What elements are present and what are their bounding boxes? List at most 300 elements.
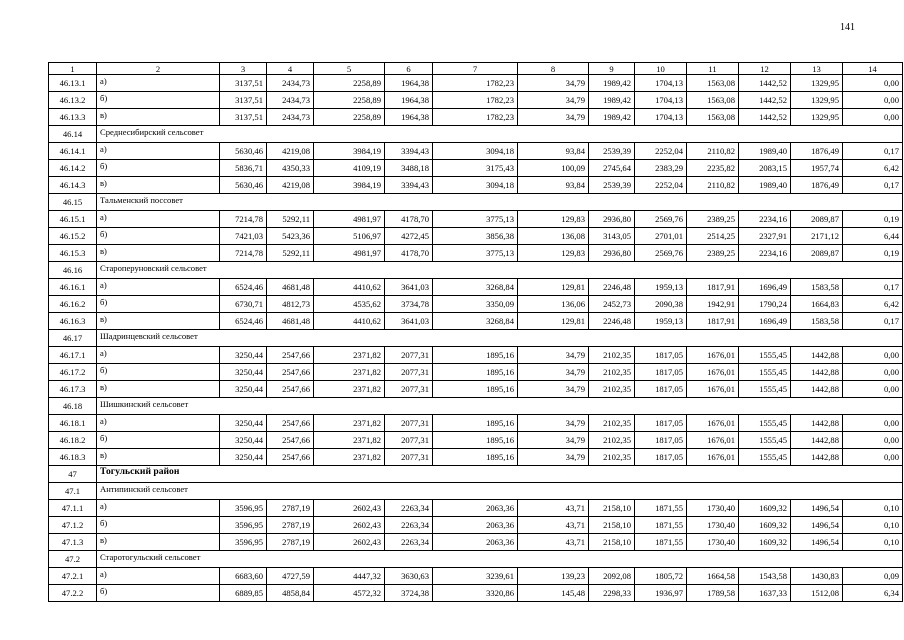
section-name: Тальменский поссовет — [97, 194, 903, 211]
table-row — [49, 313, 903, 330]
value-cell: 1895,16 — [433, 415, 518, 432]
value-cell: 2083,15 — [739, 160, 791, 177]
value-cell: 1430,83 — [791, 568, 843, 585]
table-row — [49, 75, 903, 92]
value-cell: 0,19 — [843, 245, 903, 262]
value-cell: 3734,78 — [385, 296, 433, 313]
value-cell: 4535,62 — [314, 296, 385, 313]
value-cell: 1442,88 — [791, 432, 843, 449]
value-cell: 1942,91 — [687, 296, 739, 313]
value-cell: 1871,55 — [635, 534, 687, 551]
value-cell: 0,17 — [843, 313, 903, 330]
value-cell: 1555,45 — [739, 364, 791, 381]
value-cell: 1964,38 — [385, 75, 433, 92]
value-cell: 2936,80 — [589, 245, 635, 262]
value-cell: 4272,45 — [385, 228, 433, 245]
value-cell: 3856,38 — [433, 228, 518, 245]
value-cell: 1782,23 — [433, 109, 518, 126]
table-body — [49, 63, 903, 602]
value-cell: 1329,95 — [791, 109, 843, 126]
table-row — [49, 364, 903, 381]
value-cell: 2092,08 — [589, 568, 635, 585]
value-cell: 5630,46 — [220, 143, 267, 160]
value-cell: 1959,13 — [635, 313, 687, 330]
value-cell: 6,34 — [843, 585, 903, 602]
section-name: Антипинский сельсовет — [97, 483, 903, 500]
header-cell: 3 — [220, 63, 267, 75]
value-cell: 1442,88 — [791, 364, 843, 381]
value-cell: 1817,05 — [635, 364, 687, 381]
section-row — [49, 194, 903, 211]
value-cell: 1583,58 — [791, 279, 843, 296]
value-cell: 3250,44 — [220, 449, 267, 466]
row-variant: в) — [97, 109, 220, 126]
value-cell: 2569,76 — [635, 245, 687, 262]
value-cell: 2547,66 — [267, 432, 314, 449]
value-cell: 2258,89 — [314, 109, 385, 126]
value-cell: 4981,97 — [314, 211, 385, 228]
value-cell: 2258,89 — [314, 92, 385, 109]
value-cell: 5292,11 — [267, 211, 314, 228]
value-cell: 1936,97 — [635, 585, 687, 602]
header-cell: 7 — [433, 63, 518, 75]
value-cell: 3250,44 — [220, 415, 267, 432]
row-variant: а) — [97, 415, 220, 432]
value-cell: 2371,82 — [314, 449, 385, 466]
value-cell: 3488,18 — [385, 160, 433, 177]
row-variant: в) — [97, 313, 220, 330]
value-cell: 3250,44 — [220, 381, 267, 398]
value-cell: 1730,40 — [687, 517, 739, 534]
value-cell: 3630,63 — [385, 568, 433, 585]
value-cell: 2383,29 — [635, 160, 687, 177]
value-cell: 3641,03 — [385, 279, 433, 296]
value-cell: 4858,84 — [267, 585, 314, 602]
section-code: 47 — [49, 466, 97, 483]
value-cell: 1895,16 — [433, 347, 518, 364]
row-code: 46.18.3 — [49, 449, 97, 466]
value-cell: 0,00 — [843, 75, 903, 92]
value-cell: 2258,89 — [314, 75, 385, 92]
section-code: 47.1 — [49, 483, 97, 500]
table-row — [49, 381, 903, 398]
value-cell: 2102,35 — [589, 415, 635, 432]
value-cell: 3137,51 — [220, 75, 267, 92]
value-cell: 1329,95 — [791, 92, 843, 109]
value-cell: 136,08 — [518, 228, 589, 245]
value-cell: 43,71 — [518, 500, 589, 517]
value-cell: 1609,32 — [739, 534, 791, 551]
section-name: Среднесибирский сельсовет — [97, 126, 903, 143]
row-variant: а) — [97, 211, 220, 228]
value-cell: 1676,01 — [687, 415, 739, 432]
row-code: 47.1.1 — [49, 500, 97, 517]
value-cell: 1817,91 — [687, 313, 739, 330]
section-row — [49, 262, 903, 279]
value-cell: 3094,18 — [433, 177, 518, 194]
value-cell: 2539,39 — [589, 177, 635, 194]
row-variant: в) — [97, 534, 220, 551]
value-cell: 2569,76 — [635, 211, 687, 228]
value-cell: 2077,31 — [385, 432, 433, 449]
value-cell: 0,00 — [843, 381, 903, 398]
value-cell: 1329,95 — [791, 75, 843, 92]
value-cell: 1805,72 — [635, 568, 687, 585]
table-row — [49, 432, 903, 449]
value-cell: 1964,38 — [385, 92, 433, 109]
value-cell: 3250,44 — [220, 347, 267, 364]
value-cell: 2102,35 — [589, 432, 635, 449]
value-cell: 2102,35 — [589, 381, 635, 398]
value-cell: 4350,33 — [267, 160, 314, 177]
value-cell: 2547,66 — [267, 364, 314, 381]
value-cell: 3137,51 — [220, 92, 267, 109]
header-cell: 10 — [635, 63, 687, 75]
section-code: 46.15 — [49, 194, 97, 211]
value-cell: 0,00 — [843, 432, 903, 449]
value-cell: 1555,45 — [739, 449, 791, 466]
value-cell: 1876,49 — [791, 177, 843, 194]
value-cell: 2327,91 — [739, 228, 791, 245]
section-code: 47.2 — [49, 551, 97, 568]
value-cell: 5292,11 — [267, 245, 314, 262]
table-row — [49, 228, 903, 245]
value-cell: 2701,01 — [635, 228, 687, 245]
value-cell: 2263,34 — [385, 517, 433, 534]
value-cell: 3596,95 — [220, 517, 267, 534]
row-code: 46.18.2 — [49, 432, 97, 449]
table-row — [49, 279, 903, 296]
value-cell: 4447,32 — [314, 568, 385, 585]
value-cell: 2298,33 — [589, 585, 635, 602]
value-cell: 3724,38 — [385, 585, 433, 602]
value-cell: 1704,13 — [635, 92, 687, 109]
value-cell: 136,06 — [518, 296, 589, 313]
value-cell: 2246,48 — [589, 313, 635, 330]
table-row — [49, 517, 903, 534]
table-row — [49, 160, 903, 177]
value-cell: 1789,58 — [687, 585, 739, 602]
value-cell: 6889,85 — [220, 585, 267, 602]
value-cell: 2602,43 — [314, 534, 385, 551]
value-cell: 100,09 — [518, 160, 589, 177]
value-cell: 3175,43 — [433, 160, 518, 177]
value-cell: 1817,05 — [635, 381, 687, 398]
value-cell: 2371,82 — [314, 364, 385, 381]
value-cell: 1696,49 — [739, 279, 791, 296]
table-row — [49, 347, 903, 364]
value-cell: 1964,38 — [385, 109, 433, 126]
value-cell: 1442,52 — [739, 109, 791, 126]
row-code: 46.13.1 — [49, 75, 97, 92]
value-cell: 1871,55 — [635, 517, 687, 534]
value-cell: 1609,32 — [739, 500, 791, 517]
header-cell: 6 — [385, 63, 433, 75]
value-cell: 1895,16 — [433, 381, 518, 398]
value-cell: 3394,43 — [385, 143, 433, 160]
value-cell: 2547,66 — [267, 347, 314, 364]
table-row — [49, 109, 903, 126]
value-cell: 43,71 — [518, 517, 589, 534]
table-row — [49, 177, 903, 194]
value-cell: 2077,31 — [385, 381, 433, 398]
value-cell: 1895,16 — [433, 432, 518, 449]
value-cell: 2745,64 — [589, 160, 635, 177]
row-code: 46.17.3 — [49, 381, 97, 398]
value-cell: 3596,95 — [220, 534, 267, 551]
value-cell: 2077,31 — [385, 347, 433, 364]
value-cell: 2246,48 — [589, 279, 635, 296]
row-code: 47.2.1 — [49, 568, 97, 585]
value-cell: 3239,61 — [433, 568, 518, 585]
header-cell: 13 — [791, 63, 843, 75]
value-cell: 1555,45 — [739, 415, 791, 432]
value-cell: 1817,91 — [687, 279, 739, 296]
value-cell: 6524,46 — [220, 313, 267, 330]
row-variant: а) — [97, 568, 220, 585]
value-cell: 2089,87 — [791, 245, 843, 262]
value-cell: 1664,58 — [687, 568, 739, 585]
value-cell: 2602,43 — [314, 517, 385, 534]
value-cell: 2514,25 — [687, 228, 739, 245]
section-name: Старотогульский сельсовет — [97, 551, 903, 568]
value-cell: 34,79 — [518, 381, 589, 398]
value-cell: 1871,55 — [635, 500, 687, 517]
row-variant: б) — [97, 296, 220, 313]
row-code: 47.1.2 — [49, 517, 97, 534]
value-cell: 1817,05 — [635, 432, 687, 449]
value-cell: 1543,58 — [739, 568, 791, 585]
header-cell: 9 — [589, 63, 635, 75]
value-cell: 1442,88 — [791, 449, 843, 466]
value-cell: 2158,10 — [589, 517, 635, 534]
value-cell: 4727,59 — [267, 568, 314, 585]
value-cell: 1676,01 — [687, 381, 739, 398]
value-cell: 34,79 — [518, 449, 589, 466]
value-cell: 1676,01 — [687, 432, 739, 449]
value-cell: 1442,88 — [791, 415, 843, 432]
value-cell: 1817,05 — [635, 347, 687, 364]
value-cell: 2252,04 — [635, 143, 687, 160]
value-cell: 2787,19 — [267, 500, 314, 517]
value-cell: 1512,08 — [791, 585, 843, 602]
value-cell: 2539,39 — [589, 143, 635, 160]
row-variant: б) — [97, 228, 220, 245]
value-cell: 1676,01 — [687, 347, 739, 364]
value-cell: 3137,51 — [220, 109, 267, 126]
header-cell: 1 — [49, 63, 97, 75]
value-cell: 34,79 — [518, 415, 589, 432]
row-code: 46.17.2 — [49, 364, 97, 381]
row-code: 46.17.1 — [49, 347, 97, 364]
value-cell: 34,79 — [518, 109, 589, 126]
value-cell: 1696,49 — [739, 313, 791, 330]
header-cell: 11 — [687, 63, 739, 75]
value-cell: 2787,19 — [267, 517, 314, 534]
value-cell: 2158,10 — [589, 534, 635, 551]
value-cell: 4219,08 — [267, 143, 314, 160]
row-code: 47.2.2 — [49, 585, 97, 602]
value-cell: 0,00 — [843, 109, 903, 126]
value-cell: 1676,01 — [687, 449, 739, 466]
value-cell: 2102,35 — [589, 449, 635, 466]
row-variant: б) — [97, 585, 220, 602]
value-cell: 3596,95 — [220, 500, 267, 517]
value-cell: 129,81 — [518, 313, 589, 330]
value-cell: 3775,13 — [433, 211, 518, 228]
section-code: 46.17 — [49, 330, 97, 347]
value-cell: 2263,34 — [385, 500, 433, 517]
value-cell: 1959,13 — [635, 279, 687, 296]
value-cell: 2602,43 — [314, 500, 385, 517]
row-code: 46.16.1 — [49, 279, 97, 296]
value-cell: 1730,40 — [687, 534, 739, 551]
value-cell: 2371,82 — [314, 432, 385, 449]
table-row — [49, 143, 903, 160]
district-name: Тогульский район — [97, 466, 903, 483]
value-cell: 2371,82 — [314, 415, 385, 432]
row-variant: б) — [97, 92, 220, 109]
value-cell: 1817,05 — [635, 415, 687, 432]
value-cell: 1609,32 — [739, 517, 791, 534]
value-cell: 0,19 — [843, 211, 903, 228]
value-cell: 2547,66 — [267, 449, 314, 466]
value-cell: 129,83 — [518, 211, 589, 228]
header-cell: 12 — [739, 63, 791, 75]
value-cell: 2371,82 — [314, 347, 385, 364]
value-cell: 6,42 — [843, 160, 903, 177]
value-cell: 2110,82 — [687, 143, 739, 160]
row-variant: б) — [97, 160, 220, 177]
value-cell: 129,83 — [518, 245, 589, 262]
value-cell: 3320,86 — [433, 585, 518, 602]
value-cell: 2252,04 — [635, 177, 687, 194]
value-cell: 2547,66 — [267, 381, 314, 398]
table-row — [49, 534, 903, 551]
value-cell: 3143,05 — [589, 228, 635, 245]
value-cell: 5423,36 — [267, 228, 314, 245]
table-row — [49, 568, 903, 585]
row-variant: а) — [97, 75, 220, 92]
value-cell: 0,10 — [843, 517, 903, 534]
value-cell: 3250,44 — [220, 432, 267, 449]
value-cell: 1442,52 — [739, 92, 791, 109]
row-variant: б) — [97, 432, 220, 449]
value-cell: 2110,82 — [687, 177, 739, 194]
value-cell: 6,44 — [843, 228, 903, 245]
header-cell: 14 — [843, 63, 903, 75]
value-cell: 2077,31 — [385, 415, 433, 432]
value-cell: 2077,31 — [385, 449, 433, 466]
value-cell: 1563,08 — [687, 92, 739, 109]
value-cell: 1989,40 — [739, 177, 791, 194]
value-cell: 1782,23 — [433, 75, 518, 92]
value-cell: 1676,01 — [687, 364, 739, 381]
value-cell: 0,17 — [843, 143, 903, 160]
value-cell: 2452,73 — [589, 296, 635, 313]
value-cell: 0,17 — [843, 279, 903, 296]
value-cell: 1664,83 — [791, 296, 843, 313]
value-cell: 4178,70 — [385, 245, 433, 262]
value-cell: 2389,25 — [687, 211, 739, 228]
row-code: 46.15.2 — [49, 228, 97, 245]
header-cell: 2 — [97, 63, 220, 75]
value-cell: 2063,36 — [433, 500, 518, 517]
value-cell: 6683,60 — [220, 568, 267, 585]
value-cell: 4681,48 — [267, 279, 314, 296]
value-cell: 5106,97 — [314, 228, 385, 245]
value-cell: 1989,40 — [739, 143, 791, 160]
value-cell: 1442,88 — [791, 381, 843, 398]
value-cell: 2936,80 — [589, 211, 635, 228]
value-cell: 1555,45 — [739, 347, 791, 364]
table-header-row — [49, 63, 903, 75]
row-code: 47.1.3 — [49, 534, 97, 551]
table-row — [49, 245, 903, 262]
value-cell: 4109,19 — [314, 160, 385, 177]
value-cell: 3641,03 — [385, 313, 433, 330]
value-cell: 4572,32 — [314, 585, 385, 602]
value-cell: 0,00 — [843, 347, 903, 364]
row-variant: а) — [97, 500, 220, 517]
value-cell: 3394,43 — [385, 177, 433, 194]
value-cell: 1876,49 — [791, 143, 843, 160]
value-cell: 3268,84 — [433, 313, 518, 330]
value-cell: 34,79 — [518, 92, 589, 109]
value-cell: 0,00 — [843, 92, 903, 109]
section-row — [49, 483, 903, 500]
table-row — [49, 296, 903, 313]
value-cell: 2063,36 — [433, 534, 518, 551]
section-row — [49, 398, 903, 415]
row-variant: в) — [97, 177, 220, 194]
value-cell: 4812,73 — [267, 296, 314, 313]
value-cell: 6,42 — [843, 296, 903, 313]
value-cell: 2787,19 — [267, 534, 314, 551]
row-code: 46.14.2 — [49, 160, 97, 177]
value-cell: 2371,82 — [314, 381, 385, 398]
value-cell: 4178,70 — [385, 211, 433, 228]
value-cell: 3350,09 — [433, 296, 518, 313]
value-cell: 1563,08 — [687, 75, 739, 92]
section-row — [49, 330, 903, 347]
value-cell: 2158,10 — [589, 500, 635, 517]
row-code: 46.13.2 — [49, 92, 97, 109]
value-cell: 1442,52 — [739, 75, 791, 92]
row-code: 46.16.3 — [49, 313, 97, 330]
row-code: 46.15.1 — [49, 211, 97, 228]
tariff-table — [48, 62, 903, 602]
row-variant: в) — [97, 449, 220, 466]
district-row — [49, 466, 903, 483]
value-cell: 5630,46 — [220, 177, 267, 194]
value-cell: 145,48 — [518, 585, 589, 602]
row-code: 46.16.2 — [49, 296, 97, 313]
value-cell: 5836,71 — [220, 160, 267, 177]
value-cell: 4981,97 — [314, 245, 385, 262]
value-cell: 34,79 — [518, 364, 589, 381]
value-cell: 1563,08 — [687, 109, 739, 126]
row-code: 46.18.1 — [49, 415, 97, 432]
row-code: 46.13.3 — [49, 109, 97, 126]
row-code: 46.14.1 — [49, 143, 97, 160]
value-cell: 2389,25 — [687, 245, 739, 262]
value-cell: 2234,16 — [739, 245, 791, 262]
value-cell: 93,84 — [518, 177, 589, 194]
table-row — [49, 585, 903, 602]
header-cell: 4 — [267, 63, 314, 75]
value-cell: 2090,38 — [635, 296, 687, 313]
